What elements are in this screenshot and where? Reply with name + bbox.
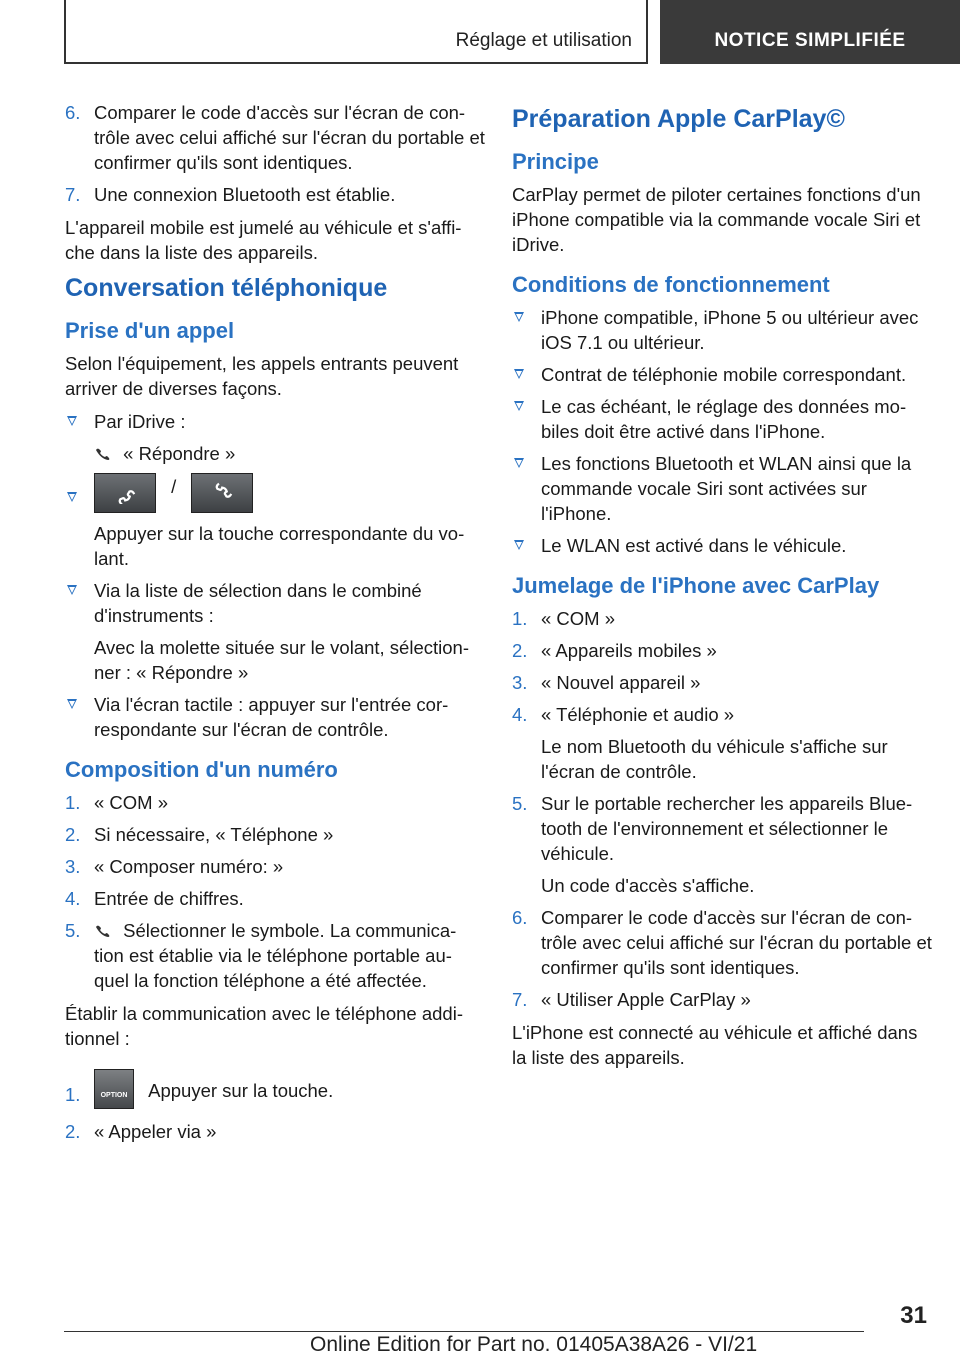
list-subitem bbox=[65, 441, 485, 466]
step-text: Comparer le code d'accès sur l'écran de con-trôle avec celui affiché sur l'écran du portable et confirmer qu'ils sont identiques. bbox=[94, 102, 485, 173]
bullet-text: Le cas échéant, le réglage des données mo-biles doit être activé dans l'iPhone. bbox=[541, 396, 907, 442]
step-number: 1. bbox=[65, 1084, 81, 1105]
list-item bbox=[512, 606, 932, 631]
list-item bbox=[65, 1069, 485, 1109]
bullet-triangle-icon bbox=[514, 401, 524, 411]
step-number: 7. bbox=[512, 989, 528, 1010]
list-item bbox=[512, 451, 932, 526]
page-number: 31 bbox=[900, 1302, 927, 1329]
list-item bbox=[65, 182, 485, 207]
list-item bbox=[512, 394, 932, 444]
list-item bbox=[512, 987, 932, 1012]
list-item bbox=[512, 791, 932, 866]
step-text: « Appeler via » bbox=[94, 1121, 217, 1142]
step-text: Sélectionner le symbole. La communica-tion est établie via le téléphone portable au-quel la fonction téléphone a été affectée. bbox=[94, 920, 457, 991]
bullet-triangle-icon bbox=[514, 458, 524, 468]
list-item bbox=[512, 670, 932, 695]
header-badge-box bbox=[660, 0, 960, 64]
right-column bbox=[512, 100, 932, 1078]
footer-divider bbox=[64, 1331, 864, 1332]
dial-steps-list bbox=[65, 790, 485, 993]
list-item bbox=[65, 100, 485, 175]
list-item bbox=[65, 822, 485, 847]
step-number: 6. bbox=[512, 907, 528, 928]
page-header bbox=[0, 0, 960, 66]
bullet-triangle-icon bbox=[67, 699, 77, 709]
heading-carplay: Préparation Apple CarPlay© bbox=[512, 105, 845, 133]
step-number: 6. bbox=[65, 102, 81, 123]
list-item bbox=[512, 362, 932, 387]
left-column bbox=[65, 100, 485, 1152]
list-item bbox=[512, 305, 932, 355]
header-section-box bbox=[64, 0, 648, 64]
paragraph: Établir la communication avec le téléphone addi-tionnel : bbox=[65, 1003, 463, 1049]
step-number: 1. bbox=[512, 608, 528, 629]
option-label: OPTION bbox=[100, 1092, 128, 1099]
separator: / bbox=[171, 476, 177, 497]
list-item bbox=[512, 638, 932, 663]
list-item bbox=[65, 854, 485, 879]
step-text: Comparer le code d'accès sur l'écran de con-trôle avec celui affiché sur l'écran du portable et confirmer qu'ils sont identiques. bbox=[541, 907, 932, 978]
step-number: 3. bbox=[65, 856, 81, 877]
bullet-triangle-icon bbox=[514, 540, 524, 550]
list-subitem: Appuyer sur la touche correspondante du vo-lant. bbox=[94, 523, 465, 569]
paragraph: CarPlay permet de piloter certaines fonctions d'un iPhone compatible via la commande vocale Siri et iDrive. bbox=[512, 184, 921, 255]
handset-button-icon bbox=[191, 473, 253, 513]
paragraph: Selon l'équipement, les appels entrants peuvent arriver de diverses façons. bbox=[65, 353, 459, 399]
section-title: Réglage et utilisation bbox=[455, 30, 632, 51]
bullet-triangle-icon bbox=[67, 416, 77, 426]
step-text: « Téléphonie et audio » bbox=[541, 704, 735, 725]
list-item bbox=[65, 473, 485, 513]
answer-methods-list bbox=[65, 409, 485, 742]
step-number: 7. bbox=[65, 184, 81, 205]
step-text: Sur le portable rechercher les appareils Blue-tooth de l'environnement et sélectionner le véhicule. bbox=[541, 793, 913, 864]
step-number: 3. bbox=[512, 672, 528, 693]
bullet-triangle-icon bbox=[514, 312, 524, 322]
step-text: Appuyer sur la touche. bbox=[148, 1080, 334, 1101]
list-item bbox=[65, 790, 485, 815]
paragraph: L'appareil mobile est jumelé au véhicule et s'affi-che dans la liste des appareils. bbox=[65, 217, 462, 263]
heading-principe: Principe bbox=[512, 149, 599, 174]
phone-handset-icon bbox=[94, 924, 112, 938]
step-number: 2. bbox=[65, 824, 81, 845]
step-number: 1. bbox=[65, 792, 81, 813]
phone-handset-icon bbox=[94, 447, 112, 461]
list-item bbox=[512, 533, 932, 558]
step-text: « Utiliser Apple CarPlay » bbox=[541, 989, 751, 1010]
heading-composition: Composition d'un numéro bbox=[65, 757, 338, 782]
list-item bbox=[65, 409, 485, 434]
step-text: « Nouvel appareil » bbox=[541, 672, 701, 693]
list-item bbox=[65, 578, 485, 628]
option-steps-list bbox=[65, 1069, 485, 1144]
bullet-text: Via l'écran tactile : appuyer sur l'entrée cor-respondante sur l'écran de contrôle. bbox=[94, 694, 449, 740]
list-item bbox=[512, 905, 932, 980]
bullet-text: Par iDrive : bbox=[94, 411, 186, 432]
list-item bbox=[65, 692, 485, 742]
bullet-triangle-icon bbox=[67, 492, 77, 502]
list-subitem: Le nom Bluetooth du véhicule s'affiche sur l'écran de contrôle. bbox=[541, 736, 888, 782]
step-text: Entrée de chiffres. bbox=[94, 888, 244, 909]
step-text: « Composer numéro: » bbox=[94, 856, 284, 877]
step-text: « Appareils mobiles » bbox=[541, 640, 717, 661]
bullet-text: Via la liste de sélection dans le combiné d'instruments : bbox=[94, 580, 422, 626]
list-item bbox=[65, 1119, 485, 1144]
edition-text: Online Edition for Part no. 01405A38A26 - VI/21 bbox=[310, 1333, 758, 1356]
left-top-list bbox=[65, 100, 485, 207]
step-number: 2. bbox=[512, 640, 528, 661]
list-subitem: Un code d'accès s'affiche. bbox=[541, 875, 755, 896]
option-button-icon bbox=[94, 1069, 134, 1109]
step-number: 5. bbox=[65, 920, 81, 941]
step-number: 2. bbox=[65, 1121, 81, 1142]
step-number: 4. bbox=[65, 888, 81, 909]
heading-conditions: Conditions de fonctionnement bbox=[512, 272, 830, 297]
step-number: 4. bbox=[512, 704, 528, 725]
conditions-list bbox=[512, 305, 932, 558]
bullet-triangle-icon bbox=[514, 369, 524, 379]
step-text: Si nécessaire, « Téléphone » bbox=[94, 824, 334, 845]
step-text: « COM » bbox=[541, 608, 616, 629]
notice-badge: NOTICE SIMPLIFIÉE bbox=[714, 30, 906, 51]
list-subitem: Avec la molette située sur le volant, sélection-ner : « Répondre » bbox=[94, 637, 469, 683]
list-item bbox=[65, 886, 485, 911]
pairing-steps-list bbox=[512, 606, 932, 1012]
paragraph: L'iPhone est connecté au véhicule et affiché dans la liste des appareils. bbox=[512, 1022, 918, 1068]
bullet-triangle-icon bbox=[67, 585, 77, 595]
accept-call-button-icon bbox=[94, 473, 156, 513]
bullet-text: Les fonctions Bluetooth et WLAN ainsi que la commande vocale Siri sont activées sur l'iPhone. bbox=[541, 453, 912, 524]
list-item bbox=[512, 702, 932, 727]
heading-jumelage: Jumelage de l'iPhone avec CarPlay bbox=[512, 573, 880, 598]
subitem-text: « Répondre » bbox=[123, 443, 236, 464]
heading-prise-appel: Prise d'un appel bbox=[65, 318, 235, 343]
bullet-text: iPhone compatible, iPhone 5 ou ultérieur avec iOS 7.1 ou ultérieur. bbox=[541, 307, 919, 353]
step-text: « COM » bbox=[94, 792, 169, 813]
bullet-text: Contrat de téléphonie mobile correspondant. bbox=[541, 364, 907, 385]
step-number: 5. bbox=[512, 793, 528, 814]
step-text: Une connexion Bluetooth est établie. bbox=[94, 184, 396, 205]
list-item bbox=[65, 918, 485, 993]
heading-conversation: Conversation téléphonique bbox=[65, 274, 388, 302]
bullet-text: Le WLAN est activé dans le véhicule. bbox=[541, 535, 847, 556]
